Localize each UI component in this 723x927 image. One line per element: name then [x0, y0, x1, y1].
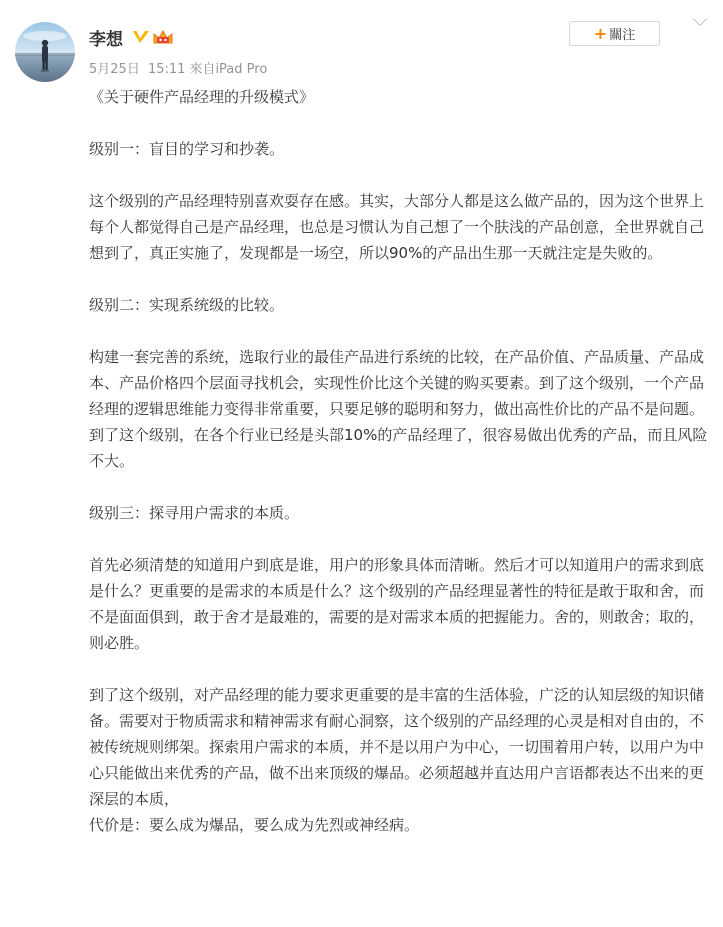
- user-line: [89, 24, 174, 50]
- post-meta: [89, 58, 267, 77]
- avatar-photo-icon: [15, 22, 75, 82]
- post-paragraph: 代价是：要么成为爆品，要么成为先烈或神经病。: [89, 816, 420, 834]
- follow-button[interactable]: [569, 21, 660, 46]
- post-time: 15:11: [147, 62, 186, 77]
- verified-badge-icon: [132, 29, 150, 45]
- avatar[interactable]: [15, 22, 75, 82]
- vip-crown-icon[interactable]: [152, 28, 174, 46]
- chevron-down-icon[interactable]: [693, 12, 707, 26]
- post-paragraph: 级别二：实现系统级的比较。: [89, 296, 285, 314]
- post-paragraph: 首先必须清楚的知道用户到底是谁，用户的形象具体而清晰。然后才可以知道用户的需求到底是什么？更重要的是需求的本质是什么？这个级别的产品经理显著性的特征是敢于取和舍，而不是面面俱到，敢于舍才是最难的，需要的是对需求本质的把握能力。舍的，则敢舍；取的，则必胜。: [89, 556, 705, 652]
- post-content: [89, 84, 711, 838]
- post-paragraph: 到了这个级别，对产品经理的能力要求更重要的是丰富的生活体验，广泛的认知层级的知识储备。需要对于物质需求和精神需求有耐心洞察，这个级别的产品经理的心灵是相对自由的，不被传统规则绑架。探索用户需求的本质，并不是以用户为中心，一切围着用户转，以用户为中心只能做出来优秀的产品，做不出来顶级的爆品。必须超越并直达用户言语都表达不出来的更深层的本质，: [89, 686, 705, 808]
- follow-label: 關注: [609, 28, 636, 43]
- post-paragraph: 构建一套完善的系统，选取行业的最佳产品进行系统的比较，在产品价值、产品质量、产品成本、产品价格四个层面寻找机会，实现性价比这个关键的购买要素。到了这个级别，一个产品经理的逻辑思维能力变得非常重要，只要足够的聪明和努力，做出高性价比的产品不是问题。到了这个级别，在各个行业已经是头部10%的产品经理了，很容易做出优秀的产品，而且风险不大。: [89, 348, 708, 470]
- post-source: 來自iPad Pro: [189, 62, 268, 77]
- plus-icon: +: [593, 23, 608, 43]
- user-name[interactable]: 李想: [89, 29, 123, 50]
- post-paragraph: 级别三：探寻用户需求的本质。: [89, 504, 300, 522]
- post-paragraph: 级别一：盲目的学习和抄袭。: [89, 140, 285, 158]
- post-paragraph: 这个级别的产品经理特别喜欢耍存在感。其实，大部分人都是这么做产品的，因为这个世界上每个人都觉得自己是产品经理，也总是习惯认为自己想了一个肤浅的产品创意，全世界就自己想到了，真正实施了，发现都是一场空，所以90%的产品出生那一天就注定是失败的。: [89, 192, 705, 262]
- post-title: 《关于硬件产品经理的升级模式》: [89, 88, 315, 106]
- post-date[interactable]: 5月25日: [89, 62, 140, 77]
